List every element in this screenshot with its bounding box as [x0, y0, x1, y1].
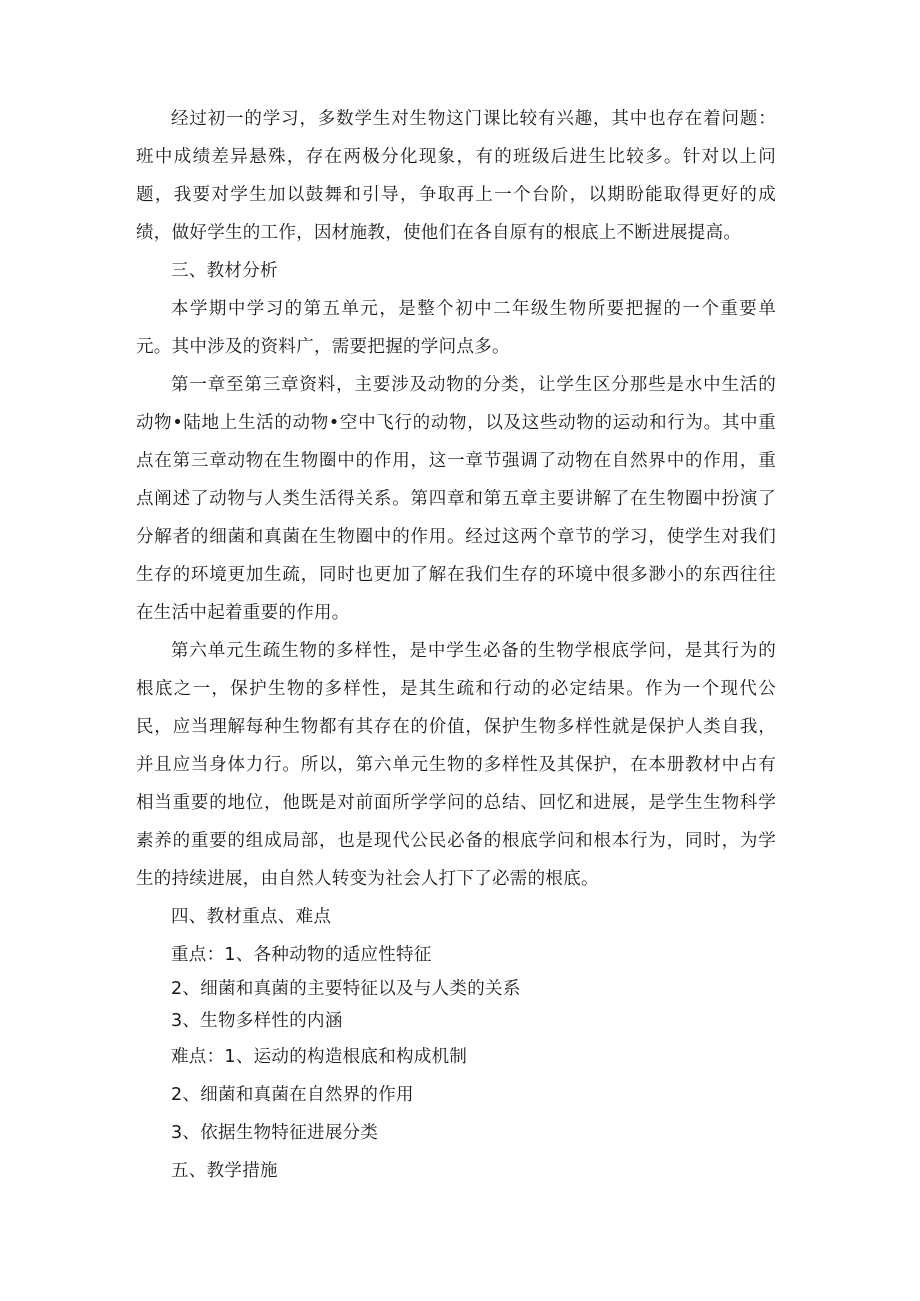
section-heading-teaching-measures: 五、教学措施 [171, 1161, 278, 1181]
difficult-point-2: 2、细菌和真菌在自然界的作用 [171, 1085, 414, 1105]
key-point-3: 3、生物多样性的内涵 [171, 1011, 343, 1031]
paragraph-unit-six: 第六单元生疏生物的多样性，是中学生必备的生物学根底学问，是其行为的根底之一，保护生物的多样性，是其生疏和行动的必定结果。作为一个现代公民，应当理解每种生物都有其存在的价值，保护生物多样性就是保护人类自我，并且应当身体力行。所以，第六单元生物的多样性及其保护，在本册教材中占有相当重要的地位，他既是对前面所学学问的总结、回忆和进展，是学生生物科学素养的重要的组成局部，也是现代公民必备的根底学问和根本行为，同时，为学生的持续进展，由自然人转变为社会人打下了必需的根底。 [136, 641, 776, 889]
key-point-1: 重点：1、各种动物的适应性特征 [171, 945, 432, 965]
difficult-point-3: 3、依据生物特征进展分类 [171, 1123, 379, 1143]
section-heading-textbook-analysis: 三、教材分析 [171, 261, 278, 281]
document-body [136, 100, 776, 1190]
paragraph-chapters-one-to-five: 第一章至第三章资料，主要涉及动物的分类，让学生区分那些是水中生活的动物•陆地上生活的动物•空中飞行的动物，以及这些动物的运动和行为。其中重点在第三章动物在生物圈中的作用，这一章节强调了动物在自然界中的作用，重点阐述了动物与人类生活得关系。第四章和第五章主要讲解了在生物圈中扮演了分解者的细菌和真菌在生物圈中的作用。经过这两个章节的学习，使学生对我们生存的环境更加生疏，同时也更加了解在我们生存的环境中很多渺小的东西往往在生活中起着重要的作用。 [136, 375, 776, 623]
key-point-2: 2、细菌和真菌的主要特征以及与人类的关系 [171, 979, 521, 999]
difficult-point-1: 难点：1、运动的构造根底和构成机制 [171, 1047, 468, 1067]
section-heading-key-difficult-points: 四、教材重点、难点 [171, 907, 332, 927]
paragraph-unit-five: 本学期中学习的第五单元，是整个初中二年级生物所要把握的一个重要单元。其中涉及的资料广，需要把握的学问点多。 [136, 299, 776, 357]
paragraph-student-analysis: 经过初一的学习，多数学生对生物这门课比较有兴趣，其中也存在着问题：班中成绩差异悬殊，存在两极分化现象，有的班级后进生比较多。针对以上问题，我要对学生加以鼓舞和引导，争取再上一个台阶，以期盼能取得更好的成绩，做好学生的工作，因材施教，使他们在各自原有的根底上不断进展提高。 [136, 109, 776, 243]
